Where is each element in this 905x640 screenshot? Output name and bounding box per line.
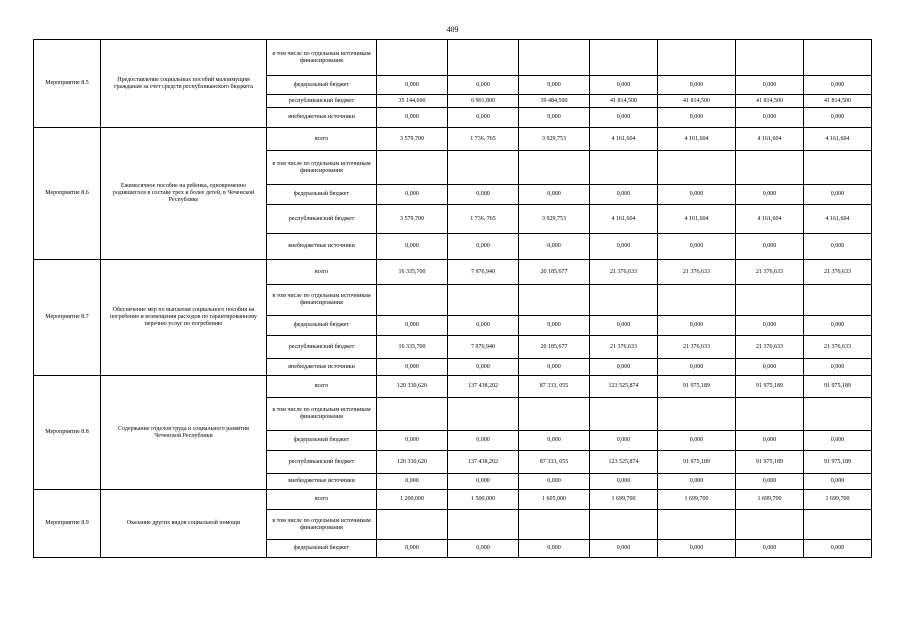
value-cell	[658, 151, 736, 185]
value-cell: 20 185,677	[519, 336, 590, 359]
value-cell: 87 333, 055	[519, 376, 590, 398]
value-cell: 1 699,700	[590, 490, 658, 510]
value-cell	[804, 510, 872, 540]
value-cell: 0,000	[519, 108, 590, 128]
funding-source: республиканский бюджет	[267, 95, 377, 108]
value-cell	[519, 285, 590, 316]
value-cell: 3 579,700	[377, 205, 448, 234]
value-cell: 1 200,000	[377, 490, 448, 510]
value-cell: 4 161,604	[658, 128, 736, 151]
value-cell	[736, 40, 804, 76]
value-cell: 0,000	[448, 474, 519, 490]
value-cell	[590, 40, 658, 76]
value-cell	[804, 40, 872, 76]
value-cell	[658, 285, 736, 316]
value-cell: 0,000	[736, 185, 804, 205]
value-cell	[377, 151, 448, 185]
value-cell: 0,000	[377, 540, 448, 558]
table-row	[34, 490, 872, 510]
value-cell: 0,000	[736, 108, 804, 128]
measure-description: Оказание других видов социальной помощи	[101, 490, 267, 558]
measure-description: Ежемесячное пособие на ребенка, одновременно родившегося в составе трех и более детей, в Чеченской Республике	[101, 128, 267, 260]
value-cell: 0,000	[736, 359, 804, 376]
value-cell	[658, 510, 736, 540]
value-cell: 0,000	[804, 185, 872, 205]
value-cell: 0,000	[448, 431, 519, 451]
table-row	[34, 128, 872, 151]
value-cell: 0,000	[519, 185, 590, 205]
measure-code: Мероприятие 8.5	[34, 40, 101, 128]
value-cell: 21 376,633	[804, 260, 872, 285]
value-cell: 21 376,633	[804, 336, 872, 359]
value-cell	[736, 510, 804, 540]
value-cell: 0,000	[448, 185, 519, 205]
value-cell: 0,000	[377, 316, 448, 336]
value-cell: 0,000	[519, 431, 590, 451]
value-cell: 21 376,633	[736, 260, 804, 285]
funding-source: внебюджетные источники	[267, 108, 377, 128]
value-cell: 0,000	[804, 540, 872, 558]
value-cell	[804, 398, 872, 431]
value-cell: 91 975,189	[658, 451, 736, 474]
funding-source: всего	[267, 260, 377, 285]
value-cell: 0,000	[736, 474, 804, 490]
value-cell: 0,000	[590, 108, 658, 128]
value-cell: 4 161,604	[590, 205, 658, 234]
value-cell: 0,000	[590, 185, 658, 205]
value-cell	[519, 40, 590, 76]
value-cell: 21 376,633	[590, 336, 658, 359]
value-cell: 4 161,604	[804, 128, 872, 151]
value-cell: 4 161,604	[590, 128, 658, 151]
value-cell: 0,000	[590, 474, 658, 490]
value-cell: 0,000	[377, 431, 448, 451]
value-cell: 39 484,500	[519, 95, 590, 108]
value-cell: 3 929,753	[519, 205, 590, 234]
funding-source: федеральный бюджет	[267, 76, 377, 95]
value-cell: 3 579,700	[377, 128, 448, 151]
value-cell: 0,000	[804, 76, 872, 95]
value-cell: 6 901,800	[448, 95, 519, 108]
funding-source: в том числе по отдельным источникам финансирования	[267, 510, 377, 540]
funding-source: федеральный бюджет	[267, 185, 377, 205]
value-cell	[377, 285, 448, 316]
value-cell: 0,000	[590, 316, 658, 336]
value-cell: 0,000	[519, 359, 590, 376]
value-cell	[519, 510, 590, 540]
value-cell: 0,000	[658, 234, 736, 260]
value-cell: 0,000	[590, 359, 658, 376]
value-cell: 0,000	[804, 316, 872, 336]
value-cell	[590, 151, 658, 185]
value-cell: 7 976,940	[448, 260, 519, 285]
value-cell: 0,000	[377, 234, 448, 260]
value-cell: 91 975,189	[658, 376, 736, 398]
value-cell: 16 335,700	[377, 260, 448, 285]
value-cell: 1 699,700	[804, 490, 872, 510]
funding-source: в том числе по отдельным источникам финансирования	[267, 285, 377, 316]
value-cell: 4 161,604	[658, 205, 736, 234]
measure-description: Предоставление социальных пособий малоимущим гражданам за счет средств республиканского бюджета	[101, 40, 267, 128]
funding-source: всего	[267, 490, 377, 510]
funding-source: федеральный бюджет	[267, 431, 377, 451]
value-cell: 0,000	[377, 76, 448, 95]
value-cell	[448, 285, 519, 316]
funding-source: республиканский бюджет	[267, 205, 377, 234]
value-cell	[448, 398, 519, 431]
value-cell	[448, 510, 519, 540]
value-cell	[736, 151, 804, 185]
value-cell: 41 814,500	[804, 95, 872, 108]
value-cell: 0,000	[736, 540, 804, 558]
value-cell: 21 376,633	[658, 336, 736, 359]
value-cell: 0,000	[804, 108, 872, 128]
value-cell: 120 330,620	[377, 451, 448, 474]
funding-source: всего	[267, 376, 377, 398]
value-cell: 16 335,700	[377, 336, 448, 359]
value-cell: 4 161,604	[736, 128, 804, 151]
value-cell: 0,000	[736, 431, 804, 451]
value-cell: 0,000	[377, 474, 448, 490]
value-cell: 0,000	[448, 76, 519, 95]
value-cell: 0,000	[590, 76, 658, 95]
value-cell: 0,000	[519, 234, 590, 260]
value-cell: 120 330,620	[377, 376, 448, 398]
value-cell: 0,000	[658, 359, 736, 376]
value-cell: 0,000	[804, 234, 872, 260]
value-cell: 41 814,500	[658, 95, 736, 108]
value-cell: 0,000	[804, 431, 872, 451]
value-cell: 0,000	[448, 359, 519, 376]
value-cell: 0,000	[519, 474, 590, 490]
value-cell: 0,000	[658, 316, 736, 336]
value-cell: 1 736, 765	[448, 205, 519, 234]
value-cell	[519, 398, 590, 431]
measure-code: Мероприятие 8.6	[34, 128, 101, 260]
value-cell: 0,000	[658, 185, 736, 205]
value-cell: 0,000	[590, 431, 658, 451]
value-cell: 0,000	[377, 185, 448, 205]
value-cell: 0,000	[658, 474, 736, 490]
value-cell: 0,000	[590, 234, 658, 260]
value-cell: 7 976,940	[448, 336, 519, 359]
value-cell: 123 525,874	[590, 451, 658, 474]
value-cell	[590, 510, 658, 540]
value-cell: 91 975,189	[736, 376, 804, 398]
value-cell	[736, 398, 804, 431]
measure-code: Мероприятие 8.8	[34, 376, 101, 490]
value-cell	[590, 285, 658, 316]
value-cell	[658, 40, 736, 76]
funding-source: всего	[267, 128, 377, 151]
measure-code: Мероприятие 8.7	[34, 260, 101, 376]
measure-description: Содержание отделов труда и социального развития Чеченской Республики	[101, 376, 267, 490]
value-cell: 0,000	[519, 316, 590, 336]
value-cell: 4 161,604	[804, 205, 872, 234]
funding-source: республиканский бюджет	[267, 336, 377, 359]
value-cell: 1 605,000	[519, 490, 590, 510]
value-cell	[377, 40, 448, 76]
measure-description: Обеспечение мер по выплатам социального пособия на погребение и возмещения расходов по гарантированному перечню услуг по погребению	[101, 260, 267, 376]
funding-source: в том числе по отдельным источникам финансирования	[267, 40, 377, 76]
value-cell: 3 929,753	[519, 128, 590, 151]
value-cell	[448, 40, 519, 76]
value-cell: 35 144,600	[377, 95, 448, 108]
value-cell	[448, 151, 519, 185]
page-number: 409	[446, 25, 459, 34]
value-cell: 0,000	[736, 316, 804, 336]
value-cell: 123 525,874	[590, 376, 658, 398]
funding-source: республиканский бюджет	[267, 451, 377, 474]
funding-source: в том числе по отдельным источникам финансирования	[267, 151, 377, 185]
value-cell: 0,000	[519, 76, 590, 95]
value-cell: 41 814,500	[736, 95, 804, 108]
funding-source: внебюджетные источники	[267, 234, 377, 260]
value-cell: 0,000	[658, 76, 736, 95]
funding-source: внебюджетные источники	[267, 474, 377, 490]
value-cell	[658, 398, 736, 431]
value-cell: 0,000	[377, 108, 448, 128]
value-cell: 0,000	[658, 431, 736, 451]
value-cell: 0,000	[804, 474, 872, 490]
value-cell: 0,000	[377, 359, 448, 376]
value-cell	[804, 285, 872, 316]
value-cell: 1 699,700	[736, 490, 804, 510]
value-cell	[377, 510, 448, 540]
value-cell: 0,000	[448, 316, 519, 336]
value-cell: 0,000	[448, 540, 519, 558]
table-row	[34, 40, 872, 76]
table-row	[34, 376, 872, 398]
value-cell: 0,000	[448, 234, 519, 260]
value-cell	[519, 151, 590, 185]
value-cell: 21 376,633	[736, 336, 804, 359]
value-cell: 0,000	[590, 540, 658, 558]
value-cell	[377, 398, 448, 431]
value-cell: 0,000	[736, 76, 804, 95]
value-cell: 1 736, 765	[448, 128, 519, 151]
value-cell	[590, 398, 658, 431]
measure-code: Мероприятие 8.9	[34, 490, 101, 558]
budget-table	[33, 39, 872, 558]
value-cell: 41 814,500	[590, 95, 658, 108]
funding-source: федеральный бюджет	[267, 316, 377, 336]
value-cell: 0,000	[448, 108, 519, 128]
value-cell	[804, 151, 872, 185]
value-cell: 0,000	[658, 108, 736, 128]
value-cell: 137 438,202	[448, 376, 519, 398]
funding-source: федеральный бюджет	[267, 540, 377, 558]
value-cell: 0,000	[519, 540, 590, 558]
value-cell: 0,000	[804, 359, 872, 376]
value-cell: 20 185,677	[519, 260, 590, 285]
funding-source: внебюджетные источники	[267, 359, 377, 376]
value-cell: 91 975,189	[804, 451, 872, 474]
value-cell: 4 161,604	[736, 205, 804, 234]
value-cell: 87 333, 055	[519, 451, 590, 474]
value-cell: 0,000	[658, 540, 736, 558]
value-cell: 1 500,000	[448, 490, 519, 510]
value-cell: 137 438,202	[448, 451, 519, 474]
funding-source: в том числе по отдельным источникам финансирования	[267, 398, 377, 431]
value-cell: 21 376,633	[590, 260, 658, 285]
value-cell: 0,000	[736, 234, 804, 260]
value-cell: 1 699,700	[658, 490, 736, 510]
table-body	[34, 40, 872, 558]
value-cell	[736, 285, 804, 316]
value-cell: 91 975,189	[736, 451, 804, 474]
value-cell: 91 975,189	[804, 376, 872, 398]
table-row	[34, 260, 872, 285]
value-cell: 21 376,633	[658, 260, 736, 285]
